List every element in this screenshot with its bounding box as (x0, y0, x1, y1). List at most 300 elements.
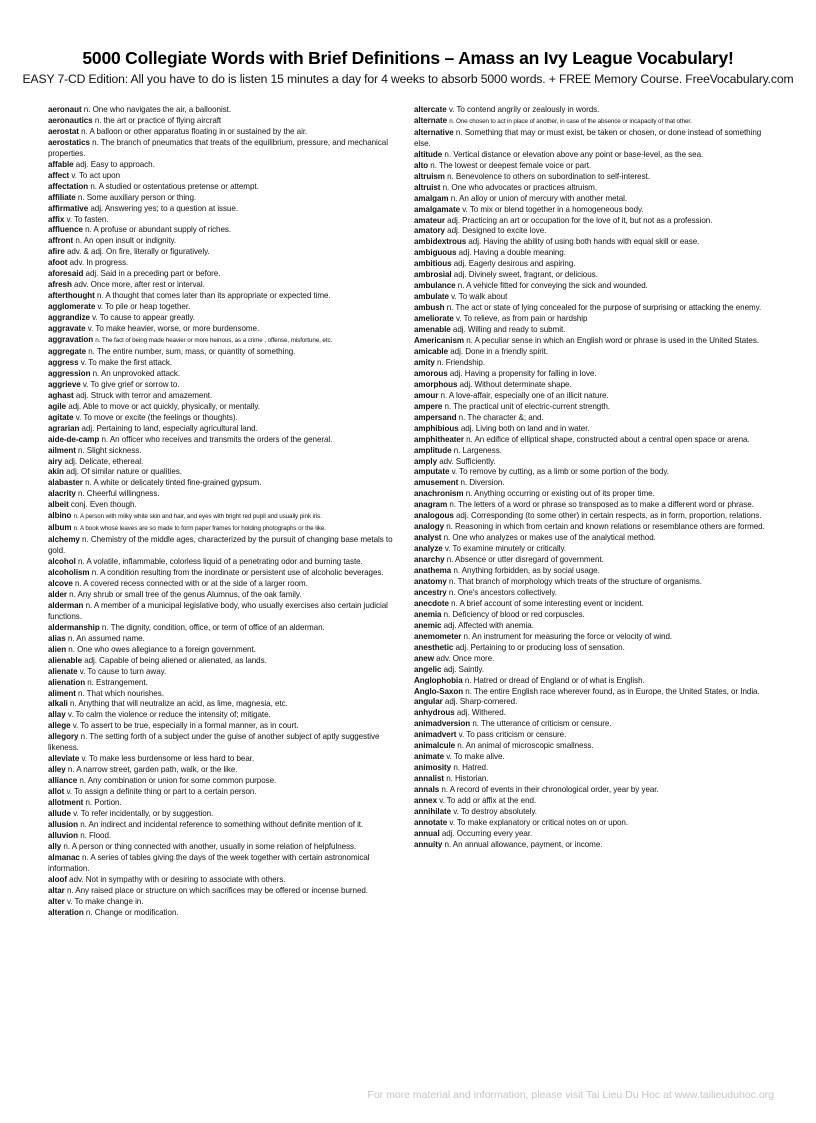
entry-definition: n. Deficiency of blood or red corpuscles. (443, 609, 585, 619)
entry-definition: n. A profuse or abundant supply of riches. (85, 225, 232, 235)
dictionary-entry (48, 667, 402, 678)
entry-term: alchemy (48, 535, 80, 545)
entry-definition: v. To pile or heap together. (97, 302, 191, 312)
entry-definition: n. A volatile, inflammable, colorless liquid of a penetrating odor and burning taste. (78, 557, 363, 567)
entry-term: aerostatics (48, 137, 90, 147)
dictionary-entry (48, 171, 402, 182)
entry-term: Anglo-Saxon (414, 686, 464, 696)
dictionary-entry (48, 689, 402, 700)
entry-term: aggrieve (48, 379, 81, 389)
entry-term: ailment (48, 445, 76, 455)
entry-term: anemia (414, 609, 442, 619)
dictionary-entry (414, 687, 771, 698)
entry-term: amatory (414, 226, 445, 236)
entry-term: amputate (414, 467, 450, 477)
entry-term: animosity (414, 763, 452, 773)
entry-definition: v. To cause to appear greatly. (92, 313, 195, 323)
entry-definition: adv. Once more, after rest or interval. (74, 280, 205, 290)
entry-definition: n. A member of a municipal legislative body, who usually exercises also certain judicial functions. (48, 600, 388, 621)
entry-definition: adj. Pertaining to or producing loss of sensation. (455, 642, 625, 652)
entry-definition: n. Chemistry of the middle ages, characterized by the pursuit of changing base metals to gold. (48, 535, 393, 556)
dictionary-entry (48, 776, 402, 787)
entry-term: aggrandize (48, 313, 90, 323)
entry-definition: adj. Designed to excite love. (447, 226, 547, 236)
entry-term: analogy (414, 522, 445, 532)
dictionary-entry (48, 754, 402, 765)
dictionary-entry (48, 820, 402, 831)
entry-definition: v. To walk about (451, 292, 508, 302)
entry-term: affluence (48, 225, 83, 235)
entry-term: alienable (48, 655, 82, 665)
entry-definition: v. To calm the violence or reduce the intensity of; mitigate. (67, 710, 271, 720)
entry-definition: n. A brief account of some interesting event or incident. (451, 598, 644, 608)
entry-definition: adj. Corresponding (to some other) in certain respects, as in form, proportion, relations. (455, 511, 762, 521)
dictionary-entry (48, 467, 402, 478)
entry-term: anew (414, 653, 434, 663)
entry-term: ally (48, 841, 62, 851)
entry-definition: n. Flood. (80, 830, 112, 840)
entry-term: altercate (414, 105, 447, 114)
entry-term: annuity (414, 839, 443, 849)
entry-term: afoot (48, 258, 68, 268)
entry-definition: v. To relieve, as from pain or hardship (455, 314, 588, 324)
dictionary-entry (48, 446, 402, 457)
entry-definition: v. To contend angrily or zealously in words. (448, 105, 600, 114)
dictionary-entry (414, 380, 771, 391)
dictionary-entry (48, 908, 402, 919)
dictionary-entry (48, 710, 402, 721)
dictionary-entry (414, 116, 771, 128)
entry-definition: adj. Pertaining to land, especially agricultural land. (81, 423, 258, 433)
entry-term: ambidextrous (414, 237, 467, 247)
dictionary-entry (414, 413, 771, 424)
entry-definition: adv. Sufficiently. (439, 456, 496, 466)
entry-term: anemic (414, 620, 442, 630)
entry-definition: n. A book whose leaves are so made to form paper frames for holding photographs or the like. (73, 525, 326, 533)
entry-definition: n. Some auxiliary person or thing. (77, 192, 197, 202)
dictionary-entry (48, 721, 402, 732)
entry-definition: adv. & adj. On fire, literally or figuratively. (66, 247, 210, 257)
dictionary-entry (414, 763, 771, 774)
dictionary-entry (48, 457, 402, 468)
entry-term: analyst (414, 533, 442, 543)
entry-term: alleviate (48, 754, 80, 764)
entry-definition: n. Estrangement. (87, 677, 148, 687)
entry-term: aloof (48, 874, 67, 884)
dictionary-entry (48, 358, 402, 369)
entry-term: amour (414, 390, 439, 400)
entry-term: aforesaid (48, 269, 84, 279)
dictionary-entry (48, 138, 402, 160)
entry-definition: n. A love-affair, especially one of an illicit nature. (440, 390, 609, 400)
entry-term: anagram (414, 500, 448, 510)
dictionary-entry (414, 643, 771, 654)
entry-term: altruist (414, 182, 441, 192)
dictionary-entry (48, 897, 402, 908)
entry-definition: n. Friendship. (436, 357, 486, 367)
entry-definition: n. Historian. (446, 774, 489, 784)
entry-term: alcoholism (48, 568, 90, 578)
entry-term: airy (48, 456, 63, 466)
entry-term: agglomerate (48, 302, 96, 312)
entry-term: afresh (48, 280, 72, 290)
entry-definition: n. An annual allowance, payment, or income. (444, 839, 603, 849)
entry-term: ampersand (414, 412, 457, 422)
entry-term: affable (48, 159, 74, 169)
entry-definition: n. That branch of morphology which treats of the structure of organisms. (448, 576, 702, 586)
dictionary-entry (414, 128, 771, 150)
dictionary-entry (48, 413, 402, 424)
entry-term: altar (48, 885, 65, 895)
dictionary-entry (48, 568, 402, 579)
dictionary-entry (414, 194, 771, 205)
dictionary-entry (48, 511, 402, 523)
entry-term: alderman (48, 600, 84, 610)
entry-term: affix (48, 214, 65, 224)
entry-definition: n. The branch of pneumatics that treats of the equilibrium, pressure, and mechanical properties. (48, 137, 388, 158)
dictionary-entry (414, 325, 771, 336)
entry-term: aggression (48, 368, 91, 378)
entry-term: alto (414, 160, 429, 170)
entry-term: alter (48, 896, 65, 906)
entry-definition: n. A thought that comes later than its appropriate or expected time. (96, 291, 331, 301)
entry-definition: n. One who owes allegiance to a foreign government. (68, 644, 256, 654)
dictionary-entry (414, 599, 771, 610)
dictionary-entry (48, 787, 402, 798)
dictionary-entry (414, 435, 771, 446)
entry-term: affront (48, 236, 74, 246)
dictionary-entry (48, 116, 402, 127)
dictionary-entry (48, 335, 402, 347)
entry-definition: n. Anything occurring or existing out of its proper time. (465, 489, 655, 499)
entry-definition: n. Vertical distance or elevation above any point or base-level, as the sea. (444, 149, 704, 159)
entry-term: aggress (48, 357, 79, 367)
dictionary-entry (414, 489, 771, 500)
entry-definition: n. A record of events in their chronological order, year by year. (441, 785, 659, 795)
dictionary-entry (48, 424, 402, 435)
entry-definition: adj. Affected with anemia. (443, 620, 534, 630)
dictionary-entry (48, 402, 402, 413)
entry-definition: n. The dignity, condition, office, or term of office of an alderman. (101, 622, 325, 632)
entry-definition: n. A condition resulting from the inordinate or persistent use of alcoholic beverages. (91, 568, 384, 578)
entry-definition: n. One's ancestors collectively. (448, 587, 557, 597)
dictionary-entry (414, 730, 771, 741)
entry-term: analogous (414, 511, 454, 521)
entry-term: album (48, 523, 72, 533)
entry-term: angelic (414, 664, 442, 674)
entry-definition: v. To cause to turn away. (79, 666, 167, 676)
entry-definition: n. A narrow street, garden path, walk, or the like. (67, 765, 238, 775)
footer-link-text[interactable]: For more material and information, please visit Tai Lieu Du Hoc at www.tailieuduhoc.org (367, 1089, 774, 1101)
dictionary-entry (414, 544, 771, 555)
entry-definition: adv. Not in sympathy with or desiring to associate with others. (69, 874, 286, 884)
entry-term: affectation (48, 181, 89, 191)
entry-definition: n. Absence or utter disregard of government. (446, 555, 604, 565)
dictionary-entry (414, 676, 771, 687)
entry-definition: adj. Living both on land and in water. (460, 423, 590, 433)
entry-definition: adj. Capable of being aliened or alienated, as lands. (84, 655, 267, 665)
entry-term: ambrosial (414, 270, 452, 280)
entry-term: agitate (48, 412, 74, 422)
entry-definition: adj. Eagerly desirous and aspiring. (453, 259, 576, 269)
entry-definition: n. Change or modification. (85, 907, 179, 917)
entry-definition: adj. Delicate, ethereal. (64, 456, 144, 466)
entry-definition: n. The lowest or deepest female voice or part. (430, 160, 592, 170)
entry-definition: v. To pass criticism or censure. (458, 730, 567, 740)
dictionary-entry (48, 489, 402, 500)
dictionary-entry (414, 511, 771, 522)
dictionary-entry (414, 807, 771, 818)
entry-definition: adj. Occurring every year. (441, 828, 533, 838)
entry-term: analyze (414, 544, 443, 554)
entry-definition: n. Reasoning in which from certain and known relations or resemblance others are formed. (446, 522, 765, 532)
entry-definition: v. To make change in. (66, 896, 144, 906)
entry-term: allotment (48, 798, 84, 808)
entry-definition: adj. Willing and ready to submit. (452, 325, 566, 335)
entry-term: akin (48, 467, 64, 477)
dictionary-entry (414, 161, 771, 172)
entry-term: aggravate (48, 324, 86, 334)
entry-term: anhydrous (414, 708, 455, 718)
entry-term: allude (48, 809, 71, 818)
entry-definition: v. To add or affix at the end. (439, 796, 537, 806)
entry-term: albeit (48, 500, 69, 510)
entry-term: amplitude (414, 445, 452, 455)
entry-definition: adj. Said in a preceding part or before. (85, 269, 221, 279)
dictionary-entry (414, 665, 771, 676)
dictionary-entry (48, 347, 402, 358)
entry-term: alienate (48, 666, 78, 676)
entry-definition: v. To remove by cutting, as a limb or some portion of the body. (451, 467, 669, 477)
dictionary-entry (48, 557, 402, 568)
entry-definition: n. The setting forth of a subject under the guise of another subject of aptly suggestive likeness. (48, 732, 380, 753)
entry-definition: adv. Once more. (436, 653, 495, 663)
entry-term: annalist (414, 774, 445, 784)
entry-definition: n. A studied or ostentatious pretense or attempt. (90, 181, 259, 191)
entry-definition: n. An instrument for measuring the force or velocity of wind. (463, 631, 673, 641)
entry-term: altruism (414, 171, 445, 181)
page-title: 5000 Collegiate Words with Brief Definitions – Amass an Ivy League Vocabulary! (82, 48, 734, 68)
entry-term: alcove (48, 578, 73, 588)
entry-term: alabaster (48, 478, 83, 488)
entry-definition: adj. Able to move or act quickly, physically, or mentally. (68, 401, 260, 411)
entry-definition: n. Anything forbidden, as by social usage. (453, 566, 600, 576)
dictionary-entry (48, 280, 402, 291)
dictionary-entry (414, 303, 771, 314)
entry-definition: n. Any shrub or small tree of the genus Alumnus, of the oak family. (69, 589, 302, 599)
entry-definition: n. An unprovoked attack. (92, 368, 180, 378)
dictionary-entry (414, 292, 771, 303)
dictionary-entry (48, 809, 402, 820)
dictionary-entry (48, 182, 402, 193)
dictionary-entry (48, 380, 402, 391)
dictionary-entry (414, 840, 771, 851)
entry-term: amity (414, 357, 435, 367)
dictionary-entry (414, 467, 771, 478)
dictionary-entry (48, 831, 402, 842)
entry-definition: v. To assign a definite thing or part to a certain person. (66, 787, 257, 797)
entry-term: aide-de-camp (48, 434, 100, 444)
entry-term: alcohol (48, 557, 76, 567)
entry-definition: n. Portion. (85, 798, 122, 808)
entry-term: alternate (414, 115, 448, 125)
dictionary-entry (48, 291, 402, 302)
dictionary-entry (414, 555, 771, 566)
entry-term: almanac (48, 852, 80, 862)
entry-definition: n. One chosen to act in place of another, in case of the absence or incapacity of that other. (449, 117, 692, 125)
entry-definition: adv. In progress. (69, 258, 129, 268)
entry-term: alien (48, 644, 67, 654)
entry-term: amphibious (414, 423, 459, 433)
entry-definition: v. To assert to be true, especially in a formal manner, as in court. (72, 721, 299, 731)
entry-definition: n. An assumed name. (67, 633, 145, 643)
dictionary-entry (414, 172, 771, 183)
dictionary-entry (414, 752, 771, 763)
entry-term: animadversion (414, 719, 471, 729)
dictionary-entry (48, 523, 402, 535)
entry-definition: n. A peculiar sense in which an English word or phrase is used in the United States. (466, 336, 760, 346)
entry-definition: adj. Struck with terror and amazement. (75, 390, 213, 400)
dictionary-entry (48, 634, 402, 645)
entry-term: ambiguous (414, 248, 457, 258)
entry-term: Americanism (414, 336, 464, 346)
dictionary-entry (48, 478, 402, 489)
entry-term: ambush (414, 303, 445, 313)
dictionary-entry (48, 302, 402, 313)
entry-definition: n. Cheerful willingness. (77, 489, 160, 499)
entry-definition: n. An officer who receives and transmits the orders of the general. (101, 434, 333, 444)
entry-term: amalgamate (414, 204, 461, 214)
dictionary-entry (48, 590, 402, 601)
entry-term: aliment (48, 688, 76, 698)
entry-definition: n. Diversion. (460, 478, 505, 488)
dictionary-entry (48, 623, 402, 634)
entry-term: anemometer (414, 631, 462, 641)
dictionary-entry (48, 369, 402, 380)
entry-term: allot (48, 787, 65, 797)
entry-definition: adj. Saintly. (443, 664, 484, 674)
dictionary-entry (414, 237, 771, 248)
dictionary-entry (48, 105, 402, 116)
entry-definition: v. To make the first attack. (80, 357, 173, 367)
entry-term: amphitheater (414, 434, 464, 444)
dictionary-entry (48, 678, 402, 689)
dictionary-entry (48, 391, 402, 402)
entry-definition: n. A vehicle fitted for conveying the sick and wounded. (457, 281, 648, 291)
entry-definition: v. To give grief or sorrow to. (82, 379, 180, 389)
entry-definition: v. To make alive. (446, 752, 505, 762)
entry-term: alias (48, 633, 66, 643)
dictionary-entry (48, 258, 402, 269)
entry-definition: adj. Of similar nature or qualities. (66, 467, 182, 477)
entry-definition: n. The fact of being made heavier or more heinous, as a crime , offense, misfortune, etc. (95, 337, 333, 345)
dictionary-entry (414, 226, 771, 237)
entry-definition: v. To act upon (71, 170, 121, 180)
entry-definition: conj. Even though. (70, 500, 137, 510)
entry-term: anecdote (414, 598, 449, 608)
entry-term: animalcule (414, 741, 456, 751)
entry-term: aldermanship (48, 622, 100, 632)
entry-term: allege (48, 721, 71, 731)
dictionary-entry (414, 216, 771, 227)
entry-term: amateur (414, 215, 445, 225)
dictionary-entry (48, 236, 402, 247)
entry-term: amicable (414, 346, 449, 356)
dictionary-entry (414, 205, 771, 216)
entry-definition: n. Anything that will neutralize an acid, as lime, magnesia, etc. (70, 699, 288, 709)
dictionary-entry (414, 610, 771, 621)
entry-definition: n. An alloy or union of mercury with another metal. (450, 193, 628, 203)
entry-term: aghast (48, 390, 74, 400)
dictionary-entry (414, 708, 771, 719)
entry-term: alder (48, 589, 67, 599)
dictionary-entry (414, 533, 771, 544)
dictionary-entry (414, 259, 771, 270)
dictionary-entry (48, 313, 402, 324)
dictionary-entry (414, 566, 771, 577)
entry-term: allay (48, 710, 66, 720)
entry-term: affect (48, 170, 70, 180)
entry-definition: adj. Withered. (456, 708, 506, 718)
entry-definition: n. Hatred. (453, 763, 489, 773)
dictionary-entry (414, 446, 771, 457)
entry-definition: n. That which nourishes. (78, 688, 164, 698)
entry-term: amorphous (414, 379, 458, 389)
dictionary-entry (414, 741, 771, 752)
entry-term: anachronism (414, 489, 464, 499)
dictionary-entry (414, 314, 771, 325)
dictionary-entry (48, 853, 402, 875)
dictionary-entry (48, 247, 402, 258)
dictionary-entry (48, 193, 402, 204)
entry-definition: n. The entire English race wherever found, as in Europe, the United States, or India. (465, 686, 760, 696)
dictionary-entry (48, 160, 402, 171)
dictionary-entry (48, 127, 402, 138)
entry-term: annotate (414, 817, 448, 827)
entry-definition: adj. Having the ability of using both hands with equal skill or ease. (468, 237, 700, 247)
entry-term: ampere (414, 401, 443, 411)
entry-definition: n. A balloon or other apparatus floating in or sustained by the air. (81, 126, 308, 136)
dictionary-entry (414, 369, 771, 380)
entry-definition: adj. Without determinate shape. (459, 379, 572, 389)
entry-term: affirmative (48, 203, 89, 213)
entry-definition: n. The character &; and. (458, 412, 544, 422)
page-subtitle: EASY 7-CD Edition: All you have to do is listen 15 minutes a day for 4 weeks to absorb 5000 words. + FREE Memory Course. FreeVocabulary.com (22, 72, 794, 86)
entry-term: agrarian (48, 423, 80, 433)
entry-term: aerostat (48, 126, 79, 136)
entry-definition: n. the art or practice of flying aircraft (94, 115, 222, 125)
dictionary-entry (414, 774, 771, 785)
entry-term: allusion (48, 819, 79, 829)
entry-term: albino (48, 511, 72, 521)
entry-definition: n. The practical unit of electric-current strength. (444, 401, 610, 411)
entry-term: alternative (414, 127, 454, 137)
dictionary-entry (48, 324, 402, 335)
entry-definition: adj. Done in a friendly spirit. (450, 346, 548, 356)
dictionary-entry (48, 215, 402, 226)
dictionary-entry (414, 457, 771, 468)
entry-term: Anglophobia (414, 675, 463, 685)
dictionary-entry (48, 875, 402, 886)
dictionary-entry (414, 336, 771, 347)
dictionary-entry (414, 577, 771, 588)
entry-term: alacrity (48, 489, 76, 499)
dictionary-entry (414, 719, 771, 730)
entry-term: anarchy (414, 555, 445, 565)
entry-term: amorous (414, 368, 448, 378)
entry-term: animadvert (414, 730, 457, 740)
entry-definition: n. A white or delicately tinted fine-grained gypsum. (85, 478, 262, 488)
